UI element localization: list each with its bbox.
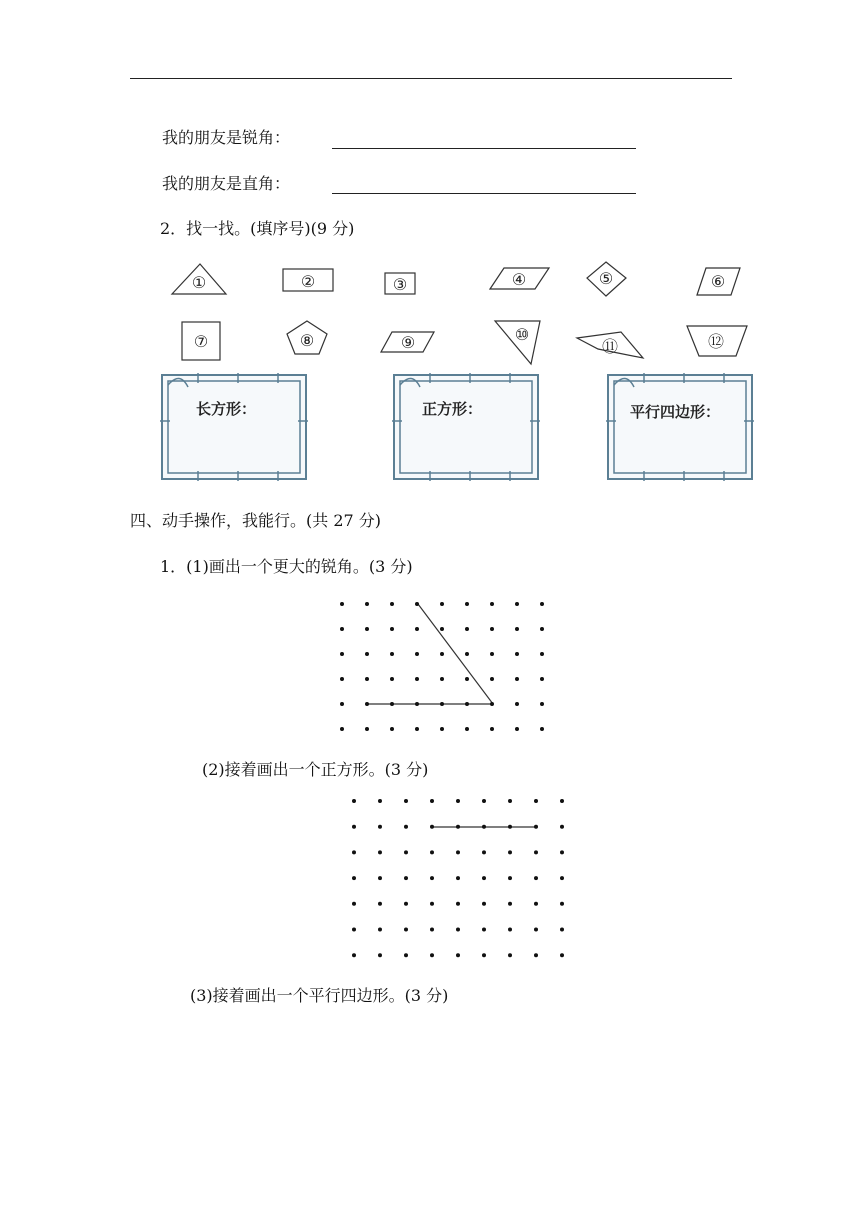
frame-rectangle-title: 长方形： (196, 400, 257, 418)
grid-dot[interactable] (540, 727, 544, 731)
grid-dot[interactable] (365, 602, 369, 606)
grid-dot[interactable] (378, 928, 382, 932)
grid-dot[interactable] (560, 850, 564, 854)
grid-dot[interactable] (490, 602, 494, 606)
grid-dot[interactable] (534, 876, 538, 880)
grid-dot[interactable] (378, 876, 382, 880)
grid-dot[interactable] (352, 799, 356, 803)
grid-dot[interactable] (340, 727, 344, 731)
grid-dot[interactable] (482, 928, 486, 932)
grid-dot[interactable] (482, 902, 486, 906)
grid-dot[interactable] (490, 652, 494, 656)
grid-dot[interactable] (430, 928, 434, 932)
shapes-area (0, 0, 860, 380)
dot-grid-2[interactable] (340, 790, 580, 970)
grid-dot[interactable] (415, 727, 419, 731)
grid-dot[interactable] (365, 652, 369, 656)
grid-dot[interactable] (560, 825, 564, 829)
grid-dot[interactable] (534, 799, 538, 803)
grid-dot[interactable] (465, 602, 469, 606)
grid-dot[interactable] (508, 850, 512, 854)
grid-dot[interactable] (456, 928, 460, 932)
grid-dot[interactable] (352, 825, 356, 829)
grid-dot[interactable] (515, 677, 519, 681)
shape-5-label: ⑤ (598, 269, 614, 288)
shape-10-label: ⑩ (514, 325, 530, 344)
grid-dot[interactable] (365, 702, 369, 706)
grid-dot[interactable] (482, 799, 486, 803)
shape-1-label: ① (191, 273, 207, 292)
q1-3-title: (3)接着画出一个平行四边形。(3 分) (190, 986, 449, 1005)
grid-dot[interactable] (404, 902, 408, 906)
grid-dot[interactable] (508, 902, 512, 906)
grid-dot[interactable] (440, 677, 444, 681)
grid-dot[interactable] (404, 928, 408, 932)
grid-dot[interactable] (390, 627, 394, 631)
grid-dot[interactable] (560, 928, 564, 932)
grid-dot[interactable] (415, 677, 419, 681)
grid-dot[interactable] (540, 702, 544, 706)
shape-12-label: ⑫ (707, 332, 725, 351)
grid-dot[interactable] (352, 876, 356, 880)
grid-dot[interactable] (390, 727, 394, 731)
grid-dot[interactable] (540, 652, 544, 656)
grid-dot[interactable] (515, 727, 519, 731)
grid-dot[interactable] (378, 902, 382, 906)
grid-dot[interactable] (482, 825, 486, 829)
grid-dot[interactable] (430, 799, 434, 803)
grid-dot[interactable] (465, 677, 469, 681)
shape-6-label: ⑥ (710, 272, 726, 291)
grid-dot[interactable] (490, 677, 494, 681)
grid-dot[interactable] (440, 627, 444, 631)
grid-dot[interactable] (540, 627, 544, 631)
grid-dot[interactable] (415, 702, 419, 706)
grid-dot[interactable] (515, 627, 519, 631)
grid-dot[interactable] (440, 727, 444, 731)
friend-acute-label: 我的朋友是锐角： (162, 128, 291, 147)
grid-dot[interactable] (456, 876, 460, 880)
grid-dot[interactable] (490, 727, 494, 731)
grid-dot[interactable] (456, 850, 460, 854)
grid-dot[interactable] (482, 953, 486, 957)
grid-dot[interactable] (508, 825, 512, 829)
grid-dot[interactable] (340, 652, 344, 656)
grid-dot[interactable] (508, 953, 512, 957)
grid-dot[interactable] (378, 953, 382, 957)
grid-dot[interactable] (365, 627, 369, 631)
grid-dot[interactable] (390, 702, 394, 706)
grid-dot[interactable] (340, 702, 344, 706)
grid-dot[interactable] (534, 825, 538, 829)
grid-dot[interactable] (352, 902, 356, 906)
grid-dot[interactable] (404, 876, 408, 880)
grid-dot[interactable] (404, 953, 408, 957)
grid-dot[interactable] (340, 602, 344, 606)
grid-dot[interactable] (456, 825, 460, 829)
grid-dot[interactable] (390, 677, 394, 681)
grid-dot[interactable] (515, 602, 519, 606)
grid-dot[interactable] (515, 652, 519, 656)
grid-dot[interactable] (465, 627, 469, 631)
grid-dot[interactable] (465, 652, 469, 656)
grid-dot[interactable] (456, 799, 460, 803)
grid-dot[interactable] (415, 652, 419, 656)
frame-square[interactable] (390, 371, 550, 483)
grid-dot[interactable] (560, 953, 564, 957)
q1-2-title: (2)接着画出一个正方形。(3 分) (202, 760, 429, 779)
grid-dot[interactable] (540, 677, 544, 681)
grid-dot[interactable] (404, 825, 408, 829)
grid-dot[interactable] (508, 928, 512, 932)
shape-11-label: ⑪ (601, 337, 619, 356)
grid-dot[interactable] (534, 850, 538, 854)
grid-dot[interactable] (352, 850, 356, 854)
grid-dot[interactable] (415, 627, 419, 631)
grid-dot[interactable] (404, 799, 408, 803)
grid-dot[interactable] (430, 825, 434, 829)
grid-dot[interactable] (440, 702, 444, 706)
grid-dot[interactable] (415, 602, 419, 606)
grid-dot[interactable] (465, 727, 469, 731)
shape-7-label: ⑦ (193, 332, 209, 351)
grid-dot[interactable] (430, 876, 434, 880)
grid-dot[interactable] (365, 677, 369, 681)
grid-dot[interactable] (534, 953, 538, 957)
grid-dot[interactable] (534, 902, 538, 906)
grid-dot[interactable] (508, 799, 512, 803)
grid-dot[interactable] (378, 850, 382, 854)
grid-dot[interactable] (430, 902, 434, 906)
friend-right-label: 我的朋友是直角： (162, 174, 291, 193)
q2-title: 2．找一找。(填序号)(9 分) (160, 219, 355, 238)
grid-dot[interactable] (534, 928, 538, 932)
frame-rectangle[interactable] (158, 371, 318, 483)
grid-dot[interactable] (482, 876, 486, 880)
grid-dot[interactable] (490, 627, 494, 631)
grid-dot[interactable] (482, 850, 486, 854)
frame-square-title: 正方形： (422, 400, 483, 418)
grid-dot[interactable] (340, 627, 344, 631)
shape-2-label: ② (300, 272, 316, 291)
shape-8-label: ⑧ (299, 331, 315, 350)
grid-dot[interactable] (430, 850, 434, 854)
grid-dot[interactable] (560, 799, 564, 803)
grid-dot[interactable] (456, 953, 460, 957)
frame-parallelogram[interactable] (604, 371, 764, 483)
section4-title: 四、动手操作，我能行。(共 27 分) (130, 511, 382, 530)
grid-dot[interactable] (352, 953, 356, 957)
frame-parallelogram-title: 平行四边形： (630, 403, 721, 421)
grid-dot[interactable] (508, 876, 512, 880)
dot-grid-1[interactable] (330, 592, 570, 742)
grid-dot[interactable] (378, 799, 382, 803)
grid-dot[interactable] (540, 602, 544, 606)
shape-4-label: ④ (511, 270, 527, 289)
grid-dot[interactable] (465, 702, 469, 706)
grid-dot[interactable] (515, 702, 519, 706)
grid-dot[interactable] (340, 677, 344, 681)
grid-dot[interactable] (490, 702, 494, 706)
grid-dot[interactable] (404, 850, 408, 854)
grid-dot[interactable] (352, 928, 356, 932)
shape-3-label: ③ (392, 275, 408, 294)
grid-dot[interactable] (560, 876, 564, 880)
grid-dot[interactable] (560, 902, 564, 906)
grid-dot[interactable] (440, 602, 444, 606)
grid-dot[interactable] (440, 652, 444, 656)
shape-9-label: ⑨ (400, 333, 416, 352)
grid-dot[interactable] (365, 727, 369, 731)
grid-dot[interactable] (456, 902, 460, 906)
grid-dot[interactable] (430, 953, 434, 957)
grid-dot[interactable] (378, 825, 382, 829)
acute-angle-ray (418, 604, 493, 704)
grid-dot[interactable] (390, 652, 394, 656)
grid-dot[interactable] (390, 602, 394, 606)
q1-1-title: 1．(1)画出一个更大的锐角。(3 分) (160, 557, 413, 576)
